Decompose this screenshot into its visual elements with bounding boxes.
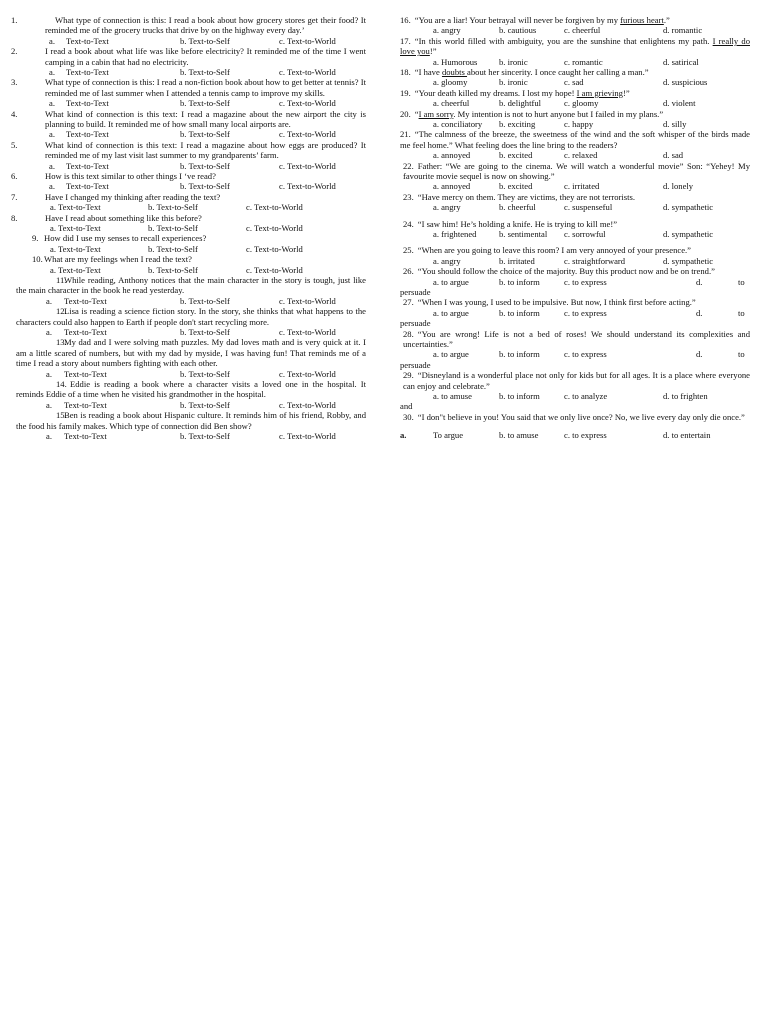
question-body: “Disneyland is a wonderful place not only for kids but for all ages. It is a place where everyone can enjoy and celebrate.” xyxy=(403,370,750,391)
answer-option[interactable]: a. cheerful xyxy=(433,98,470,109)
question-item xyxy=(400,370,750,412)
question-text xyxy=(400,297,750,307)
answer-option[interactable]: a. annoyed xyxy=(433,181,471,192)
answer-option[interactable]: b. delightful xyxy=(499,98,542,109)
question-number: 14. xyxy=(56,379,67,390)
answer-option[interactable]: c. Text-to-World xyxy=(279,368,336,379)
question-text xyxy=(16,233,366,243)
question-item xyxy=(16,275,366,306)
question-body: “I have xyxy=(414,67,442,77)
answer-options xyxy=(16,98,366,108)
question-body: “You should follow the choice of the majority. Buy this product now and be on trend.” xyxy=(417,266,715,277)
answer-option[interactable]: b. Text-to-Self xyxy=(180,98,230,109)
answer-option[interactable]: c. Text-to-World xyxy=(279,98,336,109)
question-body: How did I use my senses to recall experiences? xyxy=(44,233,207,244)
question-body: “I don"t believe in you! You said that we only live once? No, we live every day only die once.” xyxy=(417,411,745,422)
question-body: “You are wrong! Life is not a bed of roses! We should understand its complexities and uncertainties.” xyxy=(403,328,750,349)
answer-option[interactable]: Text-to-Text xyxy=(64,327,107,338)
answer-option[interactable]: c. suspenseful xyxy=(564,202,613,213)
question-number: 19. xyxy=(400,87,411,98)
answer-options xyxy=(16,181,366,191)
question-item xyxy=(16,254,366,275)
answer-option-letter[interactable]: d. xyxy=(696,307,703,318)
question-body: “Have mercy on them. They are victims, they are not terrorists. xyxy=(417,191,635,202)
question-body: “ xyxy=(414,108,419,119)
answer-options xyxy=(16,161,366,171)
answer-option[interactable]: b. to amuse xyxy=(499,430,539,441)
answer-option[interactable]: b. Text-to-Self xyxy=(148,223,198,234)
question-body: “When I was young, I used to be impulsive. But now, I think first before acting.” xyxy=(417,297,696,308)
question-item xyxy=(400,129,750,160)
question-item xyxy=(11,77,366,109)
answer-option[interactable]: a. to amuse xyxy=(433,391,472,402)
answer-option[interactable]: d. silly xyxy=(663,119,687,129)
question-text xyxy=(400,245,750,255)
answer-option[interactable]: c. irritated xyxy=(564,181,600,192)
question-item xyxy=(400,109,750,130)
question-item xyxy=(11,139,366,171)
answer-option[interactable]: b. Text-to-Self xyxy=(148,243,198,254)
answer-options xyxy=(16,202,366,212)
answer-options xyxy=(16,369,366,379)
option-letter[interactable]: a. xyxy=(46,399,52,410)
answer-option[interactable]: b. Text-to-Self xyxy=(180,67,230,78)
answer-options xyxy=(400,229,750,239)
answer-option[interactable]: Text-to-Text xyxy=(64,431,107,442)
answer-option[interactable]: Text-to-Text xyxy=(64,368,107,379)
answer-option[interactable]: b. to inform xyxy=(499,276,540,287)
question-text xyxy=(400,129,750,150)
answer-option[interactable]: c. Text-to-World xyxy=(246,243,303,254)
question-number: 18. xyxy=(400,67,411,77)
answer-option[interactable]: To argue xyxy=(433,430,464,441)
question-number: 5. xyxy=(11,139,18,150)
question-body-end: !” xyxy=(622,87,630,98)
question-text xyxy=(11,212,366,223)
question-body: My dad and I were solving math puzzles. My dad loves math and is very quick at it. I am a little scared of numbers, but with my dad by myside, I was having fun! That reminds me of a time I read a story about numbers fighting with each other. xyxy=(16,337,366,369)
option-letter[interactable]: a. xyxy=(49,35,55,46)
question-item xyxy=(11,171,366,192)
question-body-end: . My intention is not to hurt anyone but I failed in my plans.” xyxy=(453,108,664,119)
answer-option[interactable]: a. xyxy=(400,430,407,441)
answer-options xyxy=(400,349,750,370)
question-number: 2. xyxy=(11,46,18,57)
question-number: 22. xyxy=(403,160,414,171)
underlined-phrase: I am sorry xyxy=(418,108,454,119)
answer-option[interactable]: b. exciting xyxy=(499,119,536,129)
answer-option[interactable]: b. Text-to-Self xyxy=(148,202,198,213)
question-body: How is this text similar to other things I ‘ve read? xyxy=(45,171,216,182)
answer-option-word[interactable]: persuade xyxy=(400,318,431,329)
answer-options xyxy=(16,223,366,233)
answer-option[interactable]: c. cheerful xyxy=(564,25,601,36)
question-body: Ben is reading a book about Hispanic culture. It reminds him of his friend, Robby, and the food his family makes. Which type of connection did Ben show? xyxy=(16,410,366,431)
question-body: What are my feelings when I read the text? xyxy=(44,254,192,265)
right-column xyxy=(400,15,750,441)
answer-options xyxy=(16,431,366,441)
option-letter[interactable]: a. xyxy=(46,368,52,379)
answer-option[interactable]: b. ironic xyxy=(499,77,528,88)
answer-option[interactable]: a. to argue xyxy=(433,307,469,318)
answer-options xyxy=(16,327,366,337)
answer-option[interactable]: a. Text-to-Text xyxy=(50,202,101,213)
question-number: 25. xyxy=(403,245,414,256)
question-number: 6. xyxy=(11,171,18,182)
question-item xyxy=(11,191,366,213)
question-number: 23. xyxy=(403,191,414,202)
answer-option-word[interactable]: and xyxy=(400,401,413,412)
answer-option[interactable]: c. Text-to-World xyxy=(279,129,336,140)
question-item xyxy=(400,245,750,266)
question-number: 1. xyxy=(11,15,18,25)
question-text xyxy=(16,379,366,400)
answer-options xyxy=(400,77,750,87)
answer-options xyxy=(16,129,366,139)
question-body: “The calmness of the breeze, the sweetness of the wind and the soft whisper of the birds made me feel home.” What feeling does the line bring to the readers? xyxy=(400,129,750,150)
question-body: “When are you going to leave this room? I am very annoyed of your presence.” xyxy=(417,245,691,256)
question-text xyxy=(400,109,750,119)
answer-options xyxy=(16,36,366,46)
answer-options xyxy=(16,244,366,254)
answer-option[interactable]: Text-to-Text xyxy=(66,35,109,46)
answer-options xyxy=(16,400,366,410)
answer-option[interactable]: a. angry xyxy=(433,202,461,213)
question-body: I read a book about what life was like before electricity? It reminded me of the time I went camping in a cabin that had no electricity. xyxy=(45,46,366,67)
option-letter[interactable]: a. xyxy=(49,98,55,109)
question-number: 27. xyxy=(403,297,414,308)
question-item xyxy=(400,88,750,109)
answer-option[interactable]: c. Text-to-World xyxy=(279,160,336,171)
question-item xyxy=(11,46,366,78)
question-text xyxy=(400,161,750,182)
answer-option[interactable]: d. sad xyxy=(663,150,684,161)
question-body: Lisa is reading a science fiction story. In the story, she thinks that what happens to the characters could also happen to Earth if people don't start recycling more. xyxy=(16,306,366,327)
answer-option[interactable]: Text-to-Text xyxy=(66,67,109,78)
question-body: What type of connection is this: I read a book about how grocery stores get their food? It reminded me of the grocery trucks that drive by on the highway every day.’ xyxy=(45,15,366,36)
answer-option[interactable]: c. Text-to-World xyxy=(279,181,336,192)
answer-option[interactable]: b. irritated xyxy=(499,255,535,266)
question-number: 26. xyxy=(403,266,414,277)
question-item xyxy=(16,233,366,254)
answer-options xyxy=(400,391,750,412)
answer-options xyxy=(400,57,750,67)
question-item xyxy=(16,337,366,379)
question-body-end: about her sincerity. I once caught her calling a man.” xyxy=(467,67,649,77)
question-text xyxy=(11,15,366,36)
answer-option-word[interactable]: to xyxy=(738,349,745,360)
answer-option[interactable]: d. lonely xyxy=(663,181,694,192)
question-body: Eddie is reading a book where a character visits a loved one in the hospital. It reminds Eddie of a time when he visited his grandmother in the hospital. xyxy=(16,379,366,400)
question-text xyxy=(400,412,750,422)
option-letter[interactable]: a. xyxy=(46,295,52,306)
answer-option-letter[interactable]: d. xyxy=(696,276,703,287)
question-text xyxy=(16,410,366,431)
answer-option[interactable]: b. Text-to-Self xyxy=(180,431,230,442)
question-text xyxy=(400,192,750,202)
answer-options xyxy=(400,98,750,108)
answer-option[interactable]: a. Text-to-Text xyxy=(50,264,101,275)
answer-option[interactable]: a. angry xyxy=(433,25,461,36)
left-column xyxy=(11,15,366,442)
question-number: 13. xyxy=(56,337,67,348)
answer-option[interactable]: b. Text-to-Self xyxy=(180,327,230,338)
question-body: “I saw him! He’s holding a knife. He is trying to kill me!” xyxy=(417,218,618,229)
question-text xyxy=(11,191,366,202)
answer-option[interactable]: b. ironic xyxy=(499,56,528,67)
answer-option-word[interactable]: to xyxy=(738,307,745,318)
answer-option[interactable]: b. cautious xyxy=(499,25,537,36)
answer-option[interactable]: a. frightened xyxy=(433,229,477,239)
question-item xyxy=(400,161,750,192)
question-body: What kind of connection is this text: I read a magazine about how eggs are produced? It reminded me of my last visit last summer to my grandparents’ farm. xyxy=(45,139,366,161)
answer-option[interactable]: d. romantic xyxy=(663,25,703,36)
answer-option[interactable]: c. to express xyxy=(564,307,607,318)
answer-option[interactable]: b. Text-to-Self xyxy=(180,295,230,306)
answer-option[interactable]: b. cheerful xyxy=(499,202,536,213)
answer-option[interactable]: b. Text-to-Self xyxy=(180,181,230,192)
question-number: 3. xyxy=(11,77,18,88)
question-text xyxy=(16,337,366,368)
question-number: 12. xyxy=(56,306,67,317)
underlined-phrase: furious heart xyxy=(620,15,664,25)
answer-options xyxy=(16,67,366,77)
answer-option[interactable]: c. Text-to-World xyxy=(279,327,336,338)
answer-option[interactable]: b. Text-to-Self xyxy=(180,160,230,171)
answer-option[interactable]: c. Text-to-World xyxy=(279,35,336,46)
option-letter[interactable]: a. xyxy=(49,129,55,140)
answer-option[interactable]: c. Text-to-World xyxy=(279,399,336,410)
answer-option[interactable]: d. satirical xyxy=(663,56,699,67)
question-number: 17. xyxy=(400,35,411,46)
question-text xyxy=(11,139,366,161)
question-number: 16. xyxy=(400,15,411,25)
underlined-phrase: doubts xyxy=(441,67,468,77)
answer-option-word[interactable]: d. to frighten xyxy=(663,391,708,402)
question-number: 11. xyxy=(56,275,67,285)
answer-option-word[interactable]: to xyxy=(738,276,745,287)
underlined-phrase: I really do love you xyxy=(400,35,750,57)
question-item xyxy=(11,212,366,234)
underlined-phrase: I am grieving xyxy=(576,87,623,98)
question-item xyxy=(400,192,750,219)
answer-option[interactable]: c. sad xyxy=(564,77,584,88)
answer-option[interactable]: Text-to-Text xyxy=(64,399,107,410)
question-body: “Your death killed my dreams. I lost my hope! xyxy=(414,87,577,98)
answer-option[interactable]: a. to argue xyxy=(433,276,469,287)
answer-option[interactable]: b. excited xyxy=(499,181,533,192)
answer-option[interactable]: c. Text-to-World xyxy=(279,67,336,78)
answer-option[interactable]: c. to analyze xyxy=(564,391,608,402)
question-text xyxy=(16,275,366,296)
answer-option[interactable]: c. relaxed xyxy=(564,150,598,161)
option-letter[interactable]: a. xyxy=(49,67,55,78)
question-item xyxy=(400,219,750,246)
answer-options xyxy=(16,265,366,275)
answer-option[interactable]: Text-to-Text xyxy=(66,129,109,140)
answer-option[interactable]: c. sorrowful xyxy=(564,229,606,239)
answer-option-word[interactable]: persuade xyxy=(400,286,431,297)
question-item xyxy=(400,297,750,328)
question-number: 21. xyxy=(400,129,411,140)
question-text xyxy=(400,329,750,350)
answer-option[interactable]: d. suspicious xyxy=(663,77,708,88)
question-number: 28. xyxy=(403,328,414,339)
answer-option[interactable]: d. violent xyxy=(663,98,696,109)
answer-option[interactable]: Text-to-Text xyxy=(66,181,109,192)
question-item xyxy=(400,329,750,371)
question-body-end: !” xyxy=(429,46,437,57)
answer-option[interactable]: b. Text-to-Self xyxy=(148,264,198,275)
question-item xyxy=(400,15,750,36)
answer-option[interactable]: b. sentimental xyxy=(499,229,548,239)
answer-option[interactable]: d. to entertain xyxy=(663,430,711,441)
question-text xyxy=(11,171,366,182)
answer-option-letter[interactable]: d. xyxy=(696,349,703,360)
question-item xyxy=(400,36,750,67)
answer-option[interactable]: c. gloomy xyxy=(564,98,599,109)
option-letter[interactable]: a. xyxy=(49,160,55,171)
answer-option[interactable]: b. excited xyxy=(499,150,533,161)
question-text xyxy=(400,36,750,57)
question-number: 4. xyxy=(11,108,18,119)
question-item xyxy=(400,412,750,441)
question-number: 15. xyxy=(56,410,67,421)
question-item xyxy=(11,15,366,46)
question-number: 9. xyxy=(32,233,39,244)
answer-options xyxy=(400,256,750,266)
question-number: 7. xyxy=(11,191,18,202)
question-body: “In this world filled with ambiguity, you are the sunshine that enlightens my path. xyxy=(414,35,713,46)
question-body: What kind of connection is this text: I read a magazine about the new airport the city is planning to build. It reminded me of how small many local airports are. xyxy=(45,108,366,130)
answer-options xyxy=(400,25,750,35)
answer-options xyxy=(400,308,750,329)
question-number: 20. xyxy=(400,108,411,119)
answer-option[interactable]: c. Text-to-World xyxy=(279,431,336,442)
question-body: Have I changed my thinking after reading the text? xyxy=(45,191,221,202)
question-text xyxy=(16,254,366,264)
answer-option[interactable]: c. to express xyxy=(564,430,607,441)
question-text xyxy=(400,266,750,276)
answer-option[interactable]: c. Text-to-World xyxy=(279,295,336,306)
question-body: While reading, Anthony notices that the main character in the story is tough, just like the main character in the book he read yesterday. xyxy=(16,275,366,296)
option-letter[interactable]: a. xyxy=(46,431,52,442)
question-body: What type of connection is this: I read a non-fiction book about how to get better at tennis? It reminded me of last summer when I attended a tennis camp to improve my skills. xyxy=(45,77,366,98)
answer-option[interactable]: Text-to-Text xyxy=(64,295,107,306)
question-text xyxy=(400,219,750,229)
answer-option[interactable]: Text-to-Text xyxy=(66,160,109,171)
question-text xyxy=(400,15,750,25)
answer-options xyxy=(400,277,750,298)
answer-option[interactable]: b. Text-to-Self xyxy=(180,129,230,140)
option-letter[interactable]: a. xyxy=(49,181,55,192)
answer-option[interactable]: c. romantic xyxy=(564,56,603,67)
answer-option[interactable]: b. to inform xyxy=(499,307,540,318)
answer-option[interactable]: c. Text-to-World xyxy=(246,264,303,275)
answer-option[interactable]: b. to inform xyxy=(499,391,540,402)
question-body: Have I read about something like this before? xyxy=(45,212,202,223)
question-text xyxy=(11,77,366,98)
answer-option[interactable]: d. sympathetic xyxy=(663,229,714,239)
answer-option[interactable]: a. annoyed xyxy=(433,150,471,161)
question-text xyxy=(400,67,750,77)
question-body-end: .” xyxy=(663,15,670,25)
answer-options xyxy=(16,296,366,306)
answer-option[interactable]: a. Text-to-Text xyxy=(50,223,101,234)
answer-option[interactable]: c. Text-to-World xyxy=(246,223,303,234)
answer-options xyxy=(400,430,750,440)
answer-option[interactable]: a. angry xyxy=(433,255,461,266)
question-item xyxy=(16,306,366,337)
question-number: 24. xyxy=(403,218,414,229)
answer-option[interactable]: a. to argue xyxy=(433,349,469,360)
question-text xyxy=(11,46,366,67)
answer-option[interactable]: c. to express xyxy=(564,349,607,360)
answer-option[interactable]: d. sympathetic xyxy=(663,255,714,266)
answer-option[interactable]: a. Humorous xyxy=(433,56,478,67)
answer-option-word[interactable]: persuade xyxy=(400,359,431,370)
answer-option[interactable]: b. Text-to-Self xyxy=(180,399,230,410)
question-item xyxy=(400,266,750,297)
option-letter[interactable]: a. xyxy=(46,327,52,338)
answer-option[interactable]: a. gloomy xyxy=(433,77,468,88)
question-text xyxy=(400,370,750,391)
answer-option[interactable]: c. to express xyxy=(564,276,607,287)
question-number: 10. xyxy=(32,254,43,265)
answer-option[interactable]: Text-to-Text xyxy=(66,98,109,109)
question-item xyxy=(16,410,366,441)
question-number: 8. xyxy=(11,212,18,223)
answer-option[interactable]: c. happy xyxy=(564,119,594,129)
question-item xyxy=(16,379,366,410)
question-text xyxy=(16,306,366,327)
question-body: Father: “We are going to the cinema. We will watch a wonderful movie” Son: “Yehey! My favourite movie sequel is now on showing.” xyxy=(403,160,750,181)
answer-option[interactable]: d. sympathetic xyxy=(663,202,714,213)
answer-option[interactable]: a. conciliatory xyxy=(433,119,483,129)
answer-options xyxy=(400,119,750,129)
answer-option[interactable]: c. straightforward xyxy=(564,255,626,266)
answer-option[interactable]: b. Text-to-Self xyxy=(180,35,230,46)
question-number: 29. xyxy=(403,370,414,381)
question-text xyxy=(400,88,750,98)
answer-option[interactable]: b. to inform xyxy=(499,349,540,360)
answer-options xyxy=(400,202,750,212)
question-item xyxy=(400,67,750,88)
question-text xyxy=(11,108,366,130)
answer-option[interactable]: c. Text-to-World xyxy=(246,202,303,213)
question-number: 30. xyxy=(403,411,414,422)
answer-options xyxy=(400,181,750,191)
answer-option[interactable]: b. Text-to-Self xyxy=(180,368,230,379)
question-body: “You are a liar! Your betrayal will never be forgiven by my xyxy=(414,15,621,25)
answer-option[interactable]: a. Text-to-Text xyxy=(50,243,101,254)
answer-options xyxy=(400,150,750,160)
question-item xyxy=(11,108,366,140)
